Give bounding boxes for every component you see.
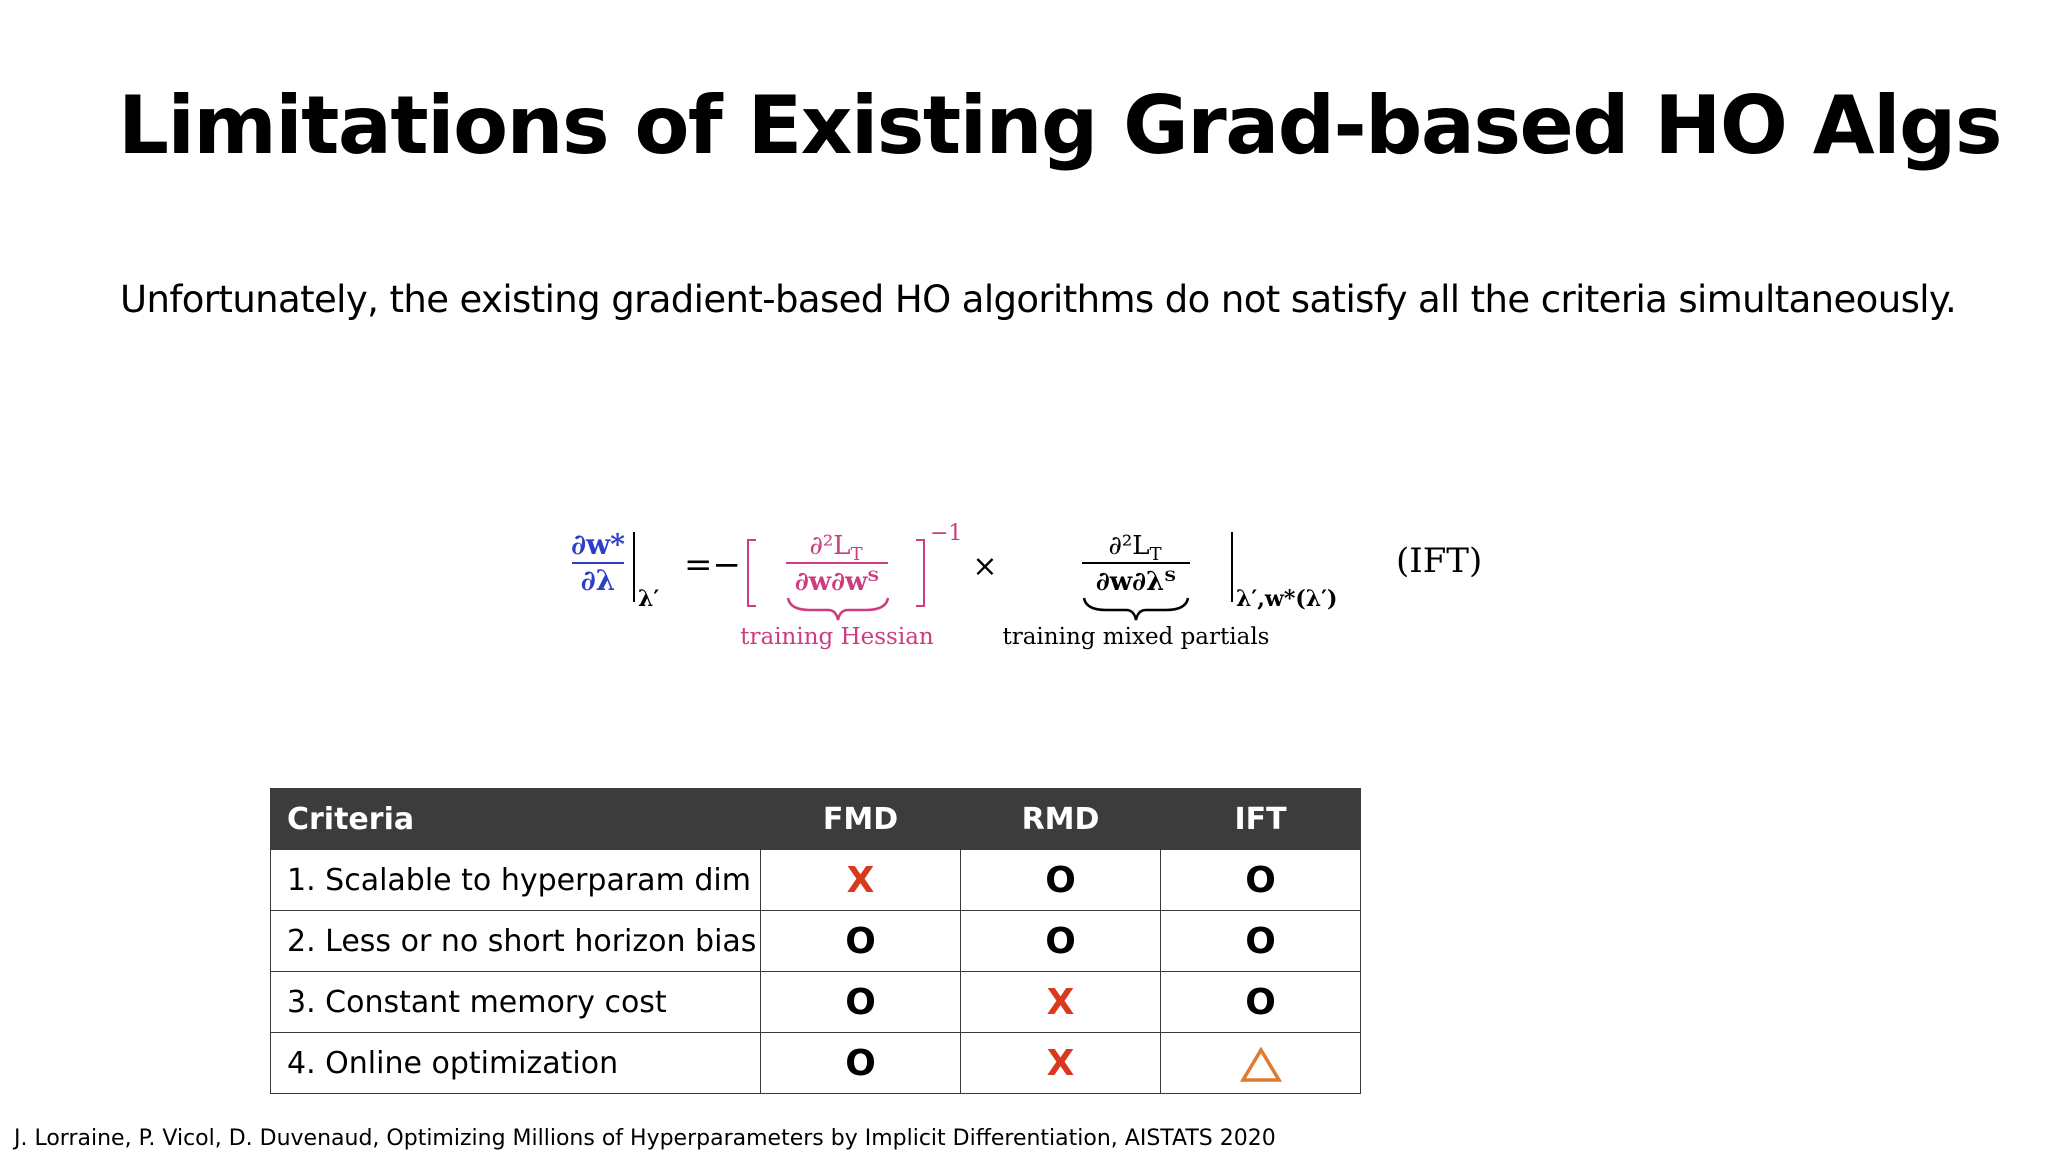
lhs-numerator: ∂w* (571, 528, 625, 561)
o-mark-icon: O (761, 911, 961, 972)
lhs-denominator: ∂λ (580, 564, 616, 597)
o-mark-icon: O (1161, 972, 1361, 1033)
ift-equation-svg (560, 510, 1520, 660)
table-header-row (271, 789, 1361, 850)
header-fmd: FMD (761, 789, 961, 850)
hessian-numerator: $\partial^2L_T$ (809, 531, 863, 565)
ift-equation (560, 510, 1520, 660)
lhs-eval: λ′ (638, 586, 660, 612)
o-mark-icon: O (761, 972, 961, 1033)
mixed-denominator: ∂w∂λᵀ (1095, 567, 1177, 597)
rhs-eval: λ′,w*(λ′) (1236, 586, 1338, 612)
mixed-numerator: $\partial^2L_T$ (1108, 531, 1162, 565)
triangle-icon-svg (1240, 1047, 1282, 1083)
table-row (271, 850, 1361, 911)
hessian-underbrace (788, 598, 888, 620)
times-sign: × (972, 549, 998, 584)
table-row (271, 1033, 1361, 1094)
header-rmd: RMD (961, 789, 1161, 850)
x-mark-icon: X (961, 1033, 1161, 1094)
triangle-icon (1161, 1033, 1361, 1094)
o-mark-icon: O (961, 911, 1161, 972)
criteria-cell: 4. Online optimization (271, 1033, 761, 1094)
x-mark-icon: X (761, 850, 961, 911)
o-mark-icon: O (1161, 911, 1361, 972)
inverse-exponent: −1 (930, 521, 963, 546)
hessian-label: training Hessian (740, 624, 934, 650)
header-criteria: Criteria (271, 789, 761, 850)
mixed-underbrace (1084, 598, 1188, 620)
equation-tag: (IFT) (1396, 541, 1483, 581)
hessian-right-bracket (916, 540, 924, 606)
citation: J. Lorraine, P. Vicol, D. Duvenaud, Optimizing Millions of Hyperparameters by Implicit Differentiation, AISTATS 2020 (14, 1126, 1276, 1151)
slide-title: Limitations of Existing Grad-based HO Algs (118, 79, 2001, 172)
hessian-left-bracket (748, 540, 756, 606)
criteria-table (270, 788, 1361, 1094)
mixed-label: training mixed partials (1002, 624, 1270, 650)
criteria-cell: 1. Scalable to hyperparam dim (271, 850, 761, 911)
criteria-cell: 3. Constant memory cost (271, 972, 761, 1033)
hessian-denominator: ∂w∂wᵀ (794, 567, 880, 597)
table-row (271, 972, 1361, 1033)
o-mark-icon: O (1161, 850, 1361, 911)
o-mark-icon: O (961, 850, 1161, 911)
equals-minus: =− (684, 545, 741, 585)
criteria-cell: 2. Less or no short horizon bias (271, 911, 761, 972)
slide-subtitle: Unfortunately, the existing gradient-based HO algorithms do not satisfy all the criteria simultaneously. (120, 278, 1957, 321)
table-row (271, 911, 1361, 972)
x-mark-icon: X (961, 972, 1161, 1033)
header-ift: IFT (1161, 789, 1361, 850)
o-mark-icon: O (761, 1033, 961, 1094)
